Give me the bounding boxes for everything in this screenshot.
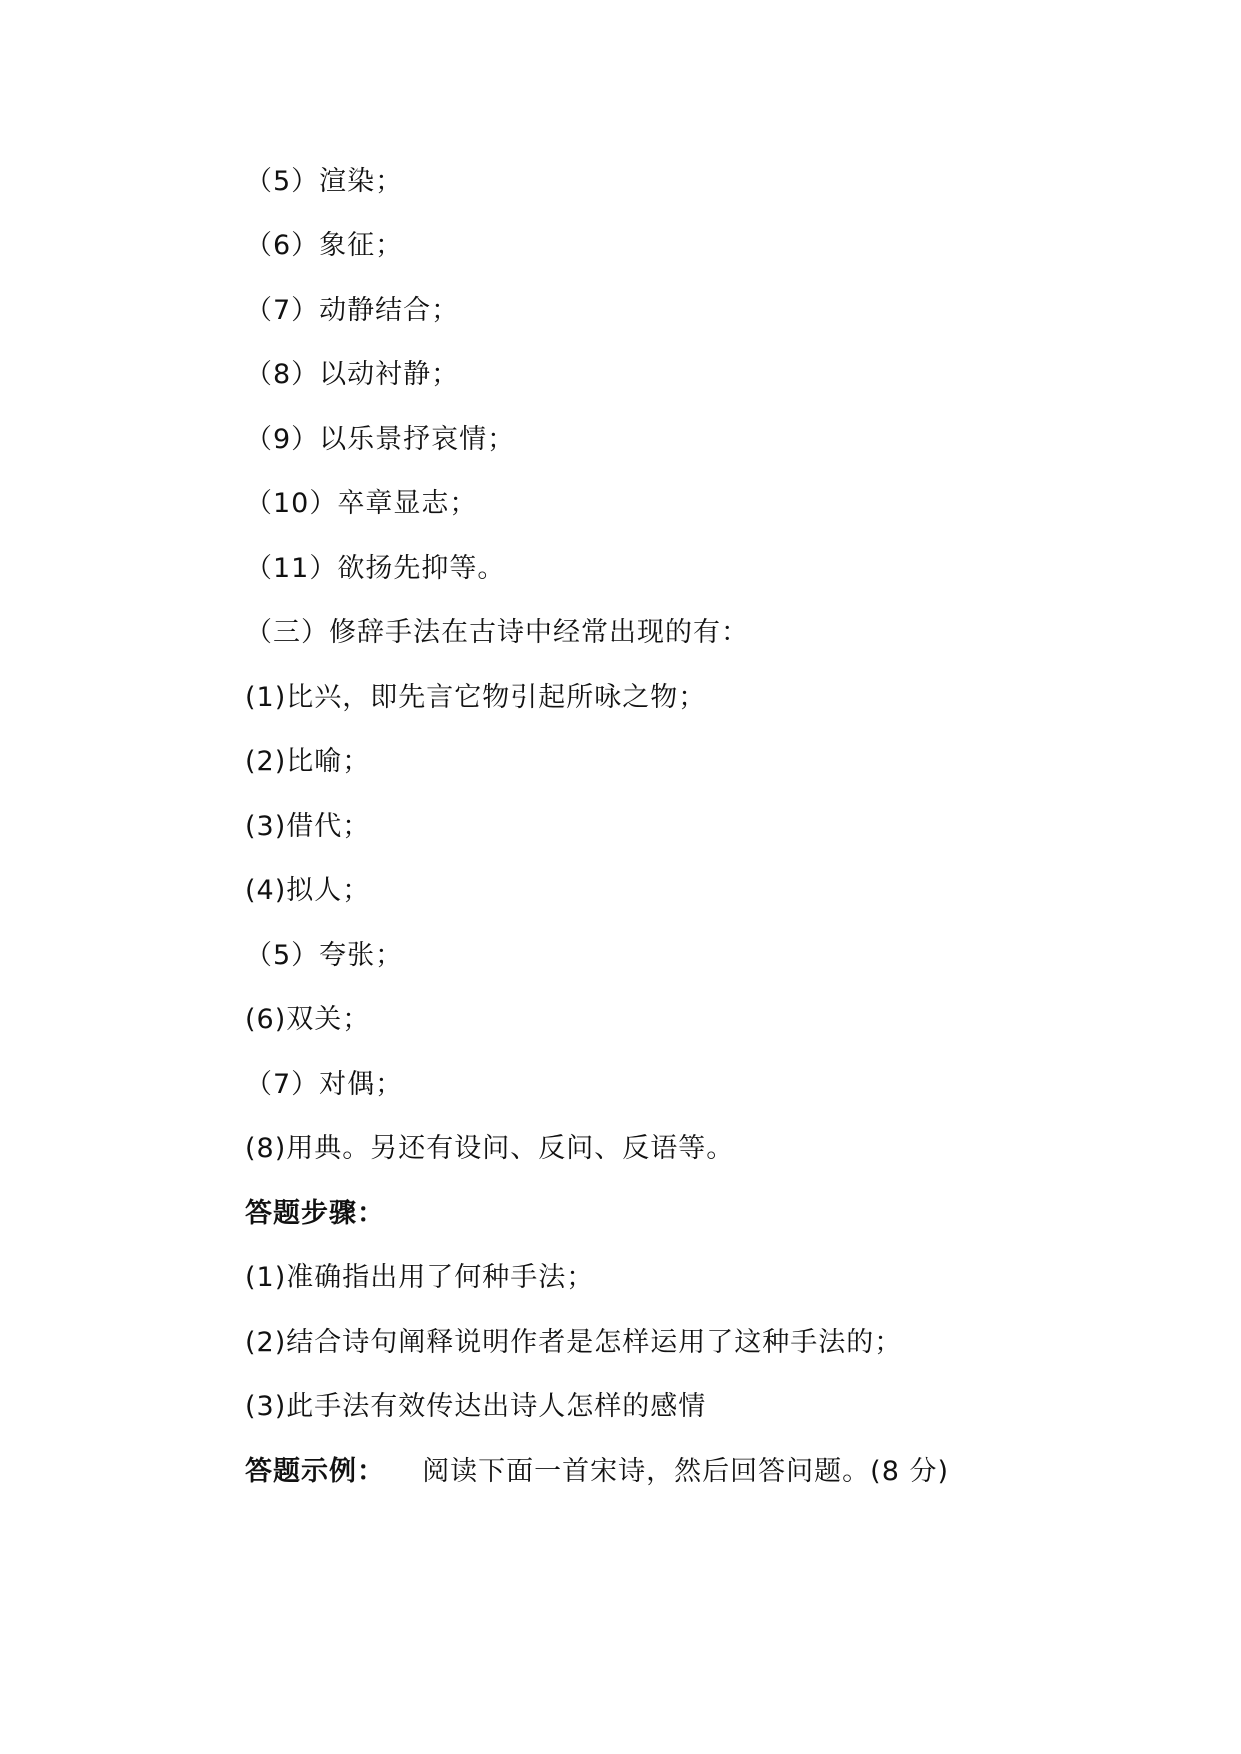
technique-item-8: （8）以动衬静； bbox=[245, 359, 460, 390]
answer-steps-heading: 答题步骤： bbox=[245, 1198, 385, 1229]
rhetoric-item-1: (1)比兴，即先言它物引起所咏之物； bbox=[245, 682, 707, 713]
rhetoric-item-7: （7）对偶； bbox=[245, 1069, 404, 1100]
rhetoric-item-2: (2)比喻； bbox=[245, 746, 371, 777]
rhetoric-item-5: （5）夸张； bbox=[245, 940, 404, 971]
rhetoric-item-6: (6)双关； bbox=[245, 1004, 371, 1035]
rhetoric-item-8: (8)用典。另还有设问、反问、反语等。 bbox=[245, 1133, 735, 1164]
answer-example-line bbox=[245, 1454, 949, 1490]
technique-item-5: （5）渲染； bbox=[245, 166, 404, 197]
technique-item-10: （10）卒章显志； bbox=[245, 488, 478, 519]
technique-item-11: （11）欲扬先抑等。 bbox=[245, 553, 506, 584]
answer-step-1: (1)准确指出用了何种手法； bbox=[245, 1262, 595, 1293]
technique-item-9: （9）以乐景抒哀情； bbox=[245, 424, 516, 455]
answer-step-3: (3)此手法有效传达出诗人怎样的感情 bbox=[245, 1391, 707, 1422]
answer-step-2: (2)结合诗句阐释说明作者是怎样运用了这种手法的； bbox=[245, 1327, 903, 1358]
rhetoric-item-3: (3)借代； bbox=[245, 811, 371, 842]
answer-example-text: 阅读下面一首宋诗，然后回答问题。(8 分) bbox=[422, 1456, 950, 1487]
technique-item-6: （6）象征； bbox=[245, 230, 404, 261]
rhetoric-item-4: (4)拟人； bbox=[245, 875, 371, 906]
answer-example-label: 答题示例： bbox=[245, 1456, 385, 1487]
technique-item-7: （7）动静结合； bbox=[245, 295, 460, 326]
section-heading-rhetoric: （三）修辞手法在古诗中经常出现的有： bbox=[245, 617, 749, 648]
